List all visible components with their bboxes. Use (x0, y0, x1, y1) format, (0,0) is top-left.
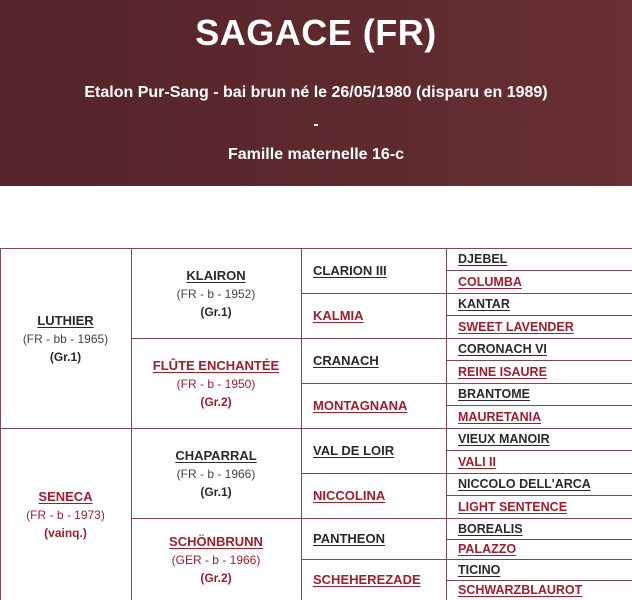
page-header (0, 0, 632, 186)
horse-subtitle: Etalon Pur-Sang - bai brun né le 26/05/1980 (disparu en 1989) (84, 84, 548, 101)
pedigree-gen4-link[interactable]: CORONACH VI (458, 342, 547, 356)
pedigree-gen4-link[interactable]: LIGHT SENTENCE (458, 499, 568, 514)
pedigree-gen2-grade: (Gr.1) (200, 484, 232, 499)
pedigree-gen4-link[interactable]: TICINO (458, 562, 501, 577)
grid-line (131, 248, 132, 600)
grid-line (446, 270, 632, 271)
pedigree-gen2-grade: (Gr.1) (200, 304, 232, 319)
pedigree-gen4-link[interactable]: MAURETANIA (458, 409, 542, 424)
pedigree-gen4-cell (446, 539, 632, 559)
pedigree-gen2-grade: (Gr.2) (200, 570, 232, 585)
pedigree-gen3-cell (301, 473, 446, 518)
grid-line (0, 248, 632, 249)
pedigree-gen4-link[interactable]: PALAZZO (458, 542, 517, 556)
pedigree-sire-link[interactable]: LUTHIER (37, 312, 94, 328)
grid-line (446, 495, 632, 496)
grid-line (446, 315, 632, 316)
grid-line (301, 383, 632, 384)
grid-line (301, 559, 632, 560)
pedigree-gen4-link[interactable]: SCHWARZBLAUROT (458, 583, 583, 597)
pedigree-gen4-cell (446, 360, 632, 383)
pedigree-sire-meta: (FR - bb - 1965) (22, 331, 109, 346)
pedigree-gen4-cell (446, 518, 632, 539)
grid-line (446, 450, 632, 451)
grid-line (446, 405, 632, 406)
pedigree-gen4-cell (446, 270, 632, 293)
grid-line (446, 539, 632, 540)
pedigree-gen4-cell (446, 293, 632, 315)
pedigree-gen2-link[interactable]: SCHÖNBRUNN (169, 533, 263, 549)
pedigree-gen4-link[interactable]: NICCOLO DELL'ARCA (458, 477, 591, 491)
grid-line (446, 248, 447, 600)
pedigree-gen4-cell (446, 580, 632, 600)
pedigree-gen2-grade: (Gr.2) (200, 394, 232, 409)
pedigree-gen4-cell (446, 450, 632, 473)
pedigree-sire-grade: (Gr.1) (49, 349, 82, 364)
pedigree-gen4-cell (446, 428, 632, 450)
pedigree-gen2-meta: (FR - b - 1952) (176, 286, 256, 301)
pedigree-gen4-link[interactable]: REINE ISAURE (458, 364, 547, 379)
pedigree-gen4-link[interactable]: VIEUX MANOIR (458, 432, 550, 446)
grid-line (131, 518, 632, 519)
pedigree-gen2-meta: (FR - b - 1950) (176, 376, 256, 391)
pedigree-gen3-cell (301, 338, 446, 383)
pedigree-gen3-link[interactable]: KALMIA (313, 308, 364, 323)
pedigree-gen4-link[interactable]: BRANTOME (458, 387, 530, 401)
pedigree-gen3-link[interactable]: MONTAGNANA (313, 398, 408, 413)
pedigree-gen2-cell (131, 248, 301, 338)
pedigree-gen3-cell (301, 383, 446, 428)
grid-line (0, 248, 1, 600)
pedigree-gen3-link[interactable]: NICCOLINA (313, 488, 386, 503)
grid-line (301, 248, 302, 600)
pedigree-dam-cell (0, 428, 131, 600)
pedigree-gen4-link[interactable]: VALI II (458, 454, 496, 469)
pedigree-table (0, 248, 632, 600)
pedigree-gen4-cell (446, 248, 632, 270)
grid-line (446, 580, 632, 581)
pedigree-gen2-link[interactable]: KLAIRON (186, 267, 246, 283)
pedigree-gen4-cell (446, 383, 632, 405)
pedigree-gen4-cell (446, 338, 632, 360)
grid-line (0, 428, 632, 429)
pedigree-gen2-meta: (FR - b - 1966) (176, 466, 256, 481)
pedigree-gen3-cell (301, 248, 446, 293)
grid-line (301, 473, 632, 474)
pedigree-gen4-cell (446, 559, 632, 580)
pedigree-gen2-cell (131, 518, 301, 600)
pedigree-gen2-link[interactable]: FLÛTE ENCHANTÉE (152, 357, 280, 373)
pedigree-gen2-meta: (GER - b - 1966) (171, 552, 261, 567)
pedigree-gen3-cell (301, 518, 446, 559)
pedigree-gen4-cell (446, 405, 632, 428)
pedigree-dam-link[interactable]: SENECA (38, 488, 93, 504)
pedigree-gen2-link[interactable]: CHAPARRAL (175, 447, 257, 463)
pedigree-gen3-cell (301, 559, 446, 600)
pedigree-gen4-cell (446, 495, 632, 518)
maternal-family: Famille maternelle 16-c (227, 146, 405, 163)
horse-title: SAGACE (FR) (195, 12, 437, 53)
grid-line (131, 338, 632, 339)
pedigree-gen2-cell (131, 338, 301, 428)
grid-line (301, 293, 632, 294)
pedigree-gen2-cell (131, 428, 301, 518)
pedigree-sire-cell (0, 248, 131, 428)
grid-line (446, 360, 632, 361)
pedigree-gen3-link[interactable]: CLARION III (313, 263, 387, 278)
pedigree-gen3-link[interactable]: PANTHEON (313, 531, 385, 546)
pedigree-gen4-cell (446, 473, 632, 495)
pedigree-gen4-link[interactable]: COLUMBA (458, 274, 522, 289)
pedigree-gen4-link[interactable]: BOREALIS (458, 521, 523, 536)
pedigree-gen3-link[interactable]: CRANACH (313, 353, 379, 368)
pedigree-dam-grade: (vainq.) (44, 525, 87, 540)
pedigree-dam-meta: (FR - b - 1973) (26, 507, 105, 522)
header-separator: - (313, 116, 319, 133)
pedigree-gen4-cell (446, 315, 632, 338)
pedigree-gen3-cell (301, 428, 446, 473)
pedigree-gen3-cell (301, 293, 446, 338)
pedigree-gen3-link[interactable]: SCHEHEREZADE (313, 572, 421, 587)
pedigree-gen4-link[interactable]: SWEET LAVENDER (458, 319, 574, 334)
pedigree-gen4-link[interactable]: KANTAR (458, 297, 510, 311)
pedigree-gen3-link[interactable]: VAL DE LOIR (313, 443, 395, 458)
pedigree-gen4-link[interactable]: DJEBEL (458, 252, 508, 266)
